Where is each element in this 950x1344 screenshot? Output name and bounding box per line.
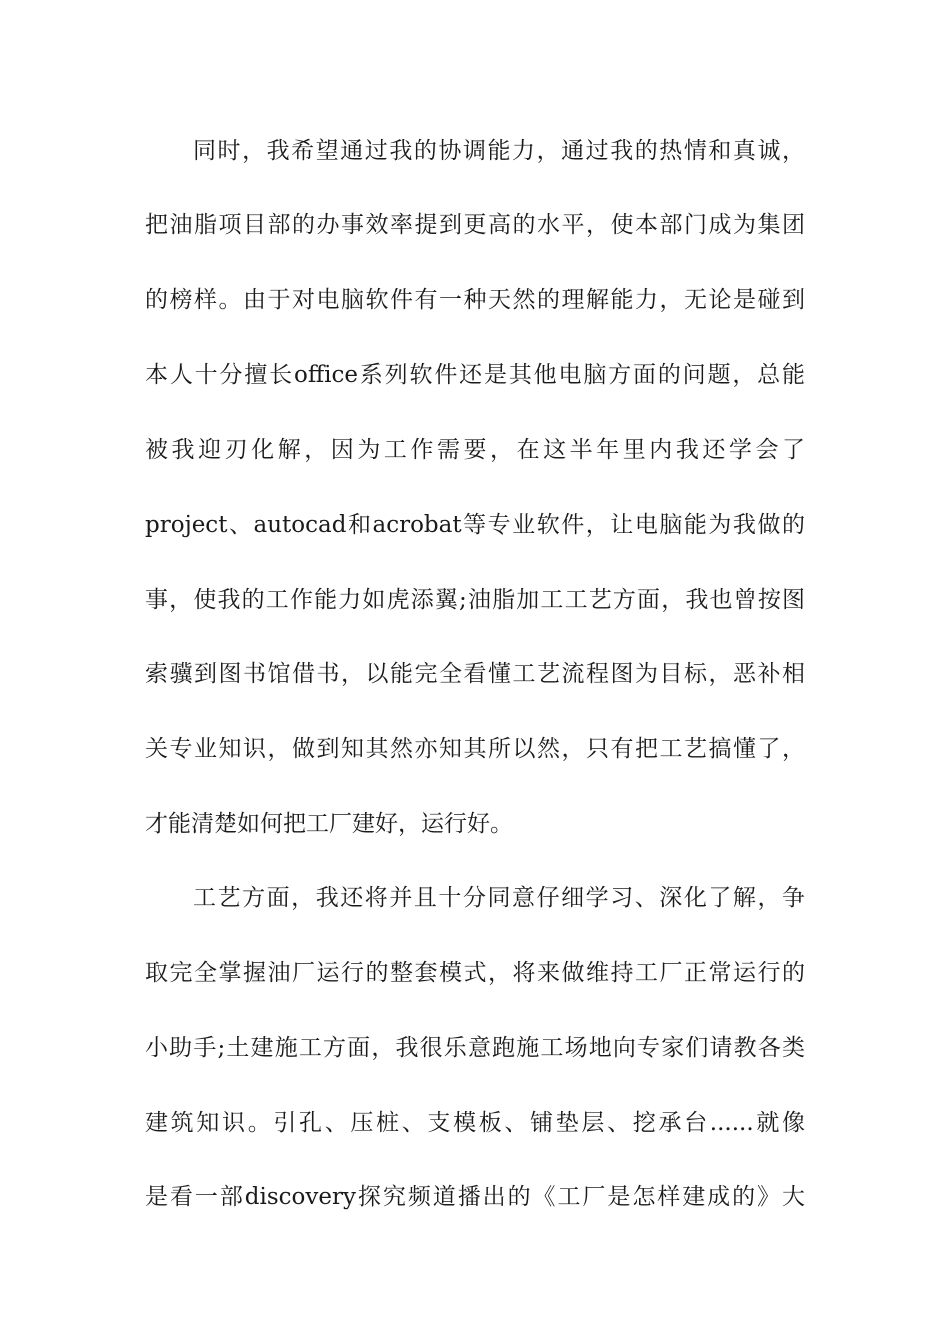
paragraph-1-line-2: 把油脂项目部的办事效率提到更高的水平，使本部门成为集团 [145,212,805,238]
paragraph-2-line-2: 取完全掌握油厂运行的整套模式，将来做维持工厂正常运行的 [145,960,805,986]
paragraph-2-line-5: 是看一部discovery探究频道播出的《工厂是怎样建成的》大 [145,1184,805,1210]
paragraph-1-line-1: 同时，我希望通过我的协调能力，通过我的热情和真诚， [193,138,805,164]
paragraph-2-line-1: 工艺方面，我还将并且十分同意仔细学习、深化了解，争 [193,885,805,911]
paragraph-1-line-9: 关专业知识，做到知其然亦知其所以然，只有把工艺搞懂了， [145,736,805,762]
paragraph-1-line-5: 被我迎刃化解，因为工作需要，在这半年里内我还学会了 [145,437,805,463]
paragraph-1-line-3: 的榜样。由于对电脑软件有一种天然的理解能力，无论是碰到 [145,287,805,313]
paragraph-1-line-4: 本人十分擅长office系列软件还是其他电脑方面的问题，总能 [145,362,805,388]
paragraph-1-line-7: 事，使我的工作能力如虎添翼;油脂加工工艺方面，我也曾按图 [145,587,805,613]
paragraph-2-line-4: 建筑知识。引孔、压桩、支模板、铺垫层、挖承台......就像 [145,1110,805,1136]
paragraph-1-line-10: 才能清楚如何把工厂建好，运行好。 [145,811,513,837]
paragraph-1-line-8: 索骥到图书馆借书，以能完全看懂工艺流程图为目标，恶补相 [145,661,805,687]
paragraph-2-line-3: 小助手;土建施工方面，我很乐意跑施工场地向专家们请教各类 [145,1035,805,1061]
paragraph-1-line-6: project、autocad和acrobat等专业软件，让电脑能为我做的 [145,512,805,538]
